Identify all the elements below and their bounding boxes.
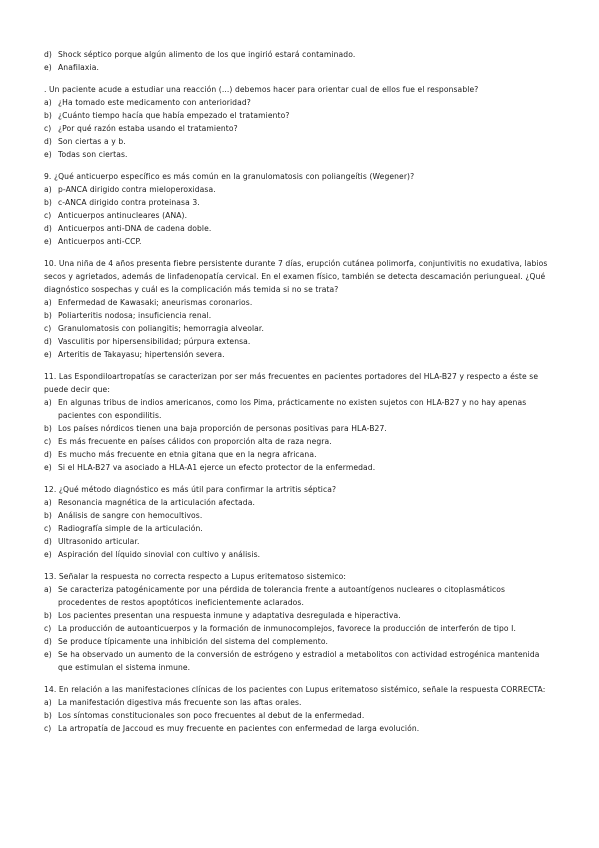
option-text: ¿Ha tomado este medicamento con anterioridad? xyxy=(58,98,251,107)
option-letter: b) xyxy=(44,424,52,433)
option-letter: d) xyxy=(44,450,52,459)
option-letter: c) xyxy=(44,324,52,333)
option-letter: a) xyxy=(44,585,52,594)
option-letter: b) xyxy=(44,511,52,520)
option-text: Se ha observado un aumento de la conversión de estrógeno y estradiol a metabolitos con actividad estrogénica mantenida que estimulan el sistema inmune. xyxy=(58,650,540,672)
question-stem: 9. ¿Qué anticuerpo específico es más común en la granulomatosis con poliangeítis (Wegener)? xyxy=(44,172,415,181)
answer-option[interactable] xyxy=(44,61,555,74)
option-letter: b) xyxy=(44,611,52,620)
option-text: Anticuerpos anti-DNA de cadena doble. xyxy=(58,224,212,233)
answer-option[interactable] xyxy=(44,583,555,609)
answer-option[interactable] xyxy=(44,422,555,435)
answer-option[interactable] xyxy=(44,296,555,309)
question-block-continuation xyxy=(44,48,555,74)
answer-option[interactable] xyxy=(44,48,555,61)
option-text: La producción de autoanticuerpos y la formación de inmunocomplejos, favorece la producción de interferón de tipo I. xyxy=(58,624,517,633)
option-text: Análisis de sangre con hemocultivos. xyxy=(58,511,203,520)
option-letter: e) xyxy=(44,63,52,72)
option-letter: a) xyxy=(44,98,52,107)
option-text: Radiografía simple de la articulación. xyxy=(58,524,203,533)
answer-option[interactable] xyxy=(44,635,555,648)
question-block xyxy=(44,257,555,361)
option-text: Resonancia magnética de la articulación afectada. xyxy=(58,498,255,507)
option-letter: d) xyxy=(44,337,52,346)
option-letter: b) xyxy=(44,111,52,120)
answer-option[interactable] xyxy=(44,309,555,322)
option-text: Se produce típicamente una inhibición del sistema del complemento. xyxy=(58,637,329,646)
answer-option[interactable] xyxy=(44,535,555,548)
answer-option[interactable] xyxy=(44,722,555,735)
question-block xyxy=(44,170,555,248)
option-text: Los países nórdicos tienen una baja proporción de personas positivas para HLA-B27. xyxy=(58,424,387,433)
spacer xyxy=(44,248,555,257)
option-letter: d) xyxy=(44,224,52,233)
option-letter: a) xyxy=(44,698,52,707)
answer-option[interactable] xyxy=(44,448,555,461)
option-letter: d) xyxy=(44,50,52,59)
option-text: Poliarteritis nodosa; insuficiencia renal. xyxy=(58,311,212,320)
option-letter: a) xyxy=(44,498,52,507)
option-text: Shock séptico porque algún alimento de los que ingirió estará contaminado. xyxy=(58,50,356,59)
spacer xyxy=(44,361,555,370)
question-stem: 13. Señalar la respuesta no correcta respecto a Lupus eritematoso sistemico: xyxy=(44,572,347,581)
option-text: Es más frecuente en países cálidos con proporción alta de raza negra. xyxy=(58,437,332,446)
option-letter: c) xyxy=(44,624,52,633)
answer-option[interactable] xyxy=(44,196,555,209)
answer-option[interactable] xyxy=(44,183,555,196)
question-stem: 12. ¿Qué método diagnóstico es más útil para confirmar la artritis séptica? xyxy=(44,485,337,494)
option-letter: c) xyxy=(44,437,52,446)
question-stem: 10. Una niña de 4 años presenta fiebre persistente durante 7 días, erupción cutánea polimorfa, conjuntivitis no exudativa, labios secos y agrietados, además de linfadenopatía cervical. En el examen físico, también se detecta descamación periungueal. ¿Qué diagnóstico sospechas y cuál es la complicación más temida si no se trata? xyxy=(44,259,548,294)
option-letter: a) xyxy=(44,298,52,307)
option-text: Es mucho más frecuente en etnia gitana que en la negra africana. xyxy=(58,450,317,459)
option-letter: b) xyxy=(44,711,52,720)
answer-option[interactable] xyxy=(44,335,555,348)
answer-option[interactable] xyxy=(44,648,555,674)
question-block xyxy=(44,570,555,674)
option-letter: c) xyxy=(44,124,52,133)
answer-option[interactable] xyxy=(44,122,555,135)
answer-option[interactable] xyxy=(44,509,555,522)
question-block xyxy=(44,683,555,735)
question-block xyxy=(44,483,555,561)
option-letter: a) xyxy=(44,398,52,407)
answer-option[interactable] xyxy=(44,622,555,635)
option-text: Se caracteriza patogénicamente por una pérdida de tolerancia frente a autoantígenos nucleares o citoplasmáticos procedentes de restos apoptóticos ineficientemente aclarados. xyxy=(58,585,506,607)
answer-option[interactable] xyxy=(44,396,555,422)
question-stem: 14. En relación a las manifestaciones clínicas de los pacientes con Lupus eritematoso sistémico, señale la respuesta CORRECTA: xyxy=(44,685,546,694)
answer-option[interactable] xyxy=(44,109,555,122)
option-letter: e) xyxy=(44,650,52,659)
option-text: p-ANCA dirigido contra mieloperoxidasa. xyxy=(58,185,216,194)
answer-option[interactable] xyxy=(44,522,555,535)
spacer xyxy=(44,474,555,483)
option-letter: e) xyxy=(44,237,52,246)
option-text: Anafilaxia. xyxy=(58,63,99,72)
answer-option[interactable] xyxy=(44,235,555,248)
option-letter: d) xyxy=(44,637,52,646)
option-text: Arteritis de Takayasu; hipertensión severa. xyxy=(58,350,225,359)
option-text: Anticuerpos antinucleares (ANA). xyxy=(58,211,188,220)
option-letter: e) xyxy=(44,150,52,159)
answer-option[interactable] xyxy=(44,96,555,109)
spacer xyxy=(44,674,555,683)
answer-option[interactable] xyxy=(44,435,555,448)
option-text: Granulomatosis con poliangitis; hemorragia alveolar. xyxy=(58,324,264,333)
spacer xyxy=(44,74,555,83)
option-text: c-ANCA dirigido contra proteinasa 3. xyxy=(58,198,200,207)
question-stem: 11. Las Espondiloartropatías se caracterizan por ser más frecuentes en pacientes portadores del HLA-B27 y respecto a éste se puede decir que: xyxy=(44,372,539,394)
question-stem: . Un paciente acude a estudiar una reacción (...) debemos hacer para orientar cual de ellos fue el responsable? xyxy=(44,85,479,94)
option-text: Todas son ciertas. xyxy=(58,150,128,159)
option-text: Los pacientes presentan una respuesta inmune y adaptativa desregulada e hiperactiva. xyxy=(58,611,401,620)
answer-option[interactable] xyxy=(44,609,555,622)
spacer xyxy=(44,161,555,170)
question-block xyxy=(44,83,555,161)
option-text: ¿Por qué razón estaba usando el tratamiento? xyxy=(58,124,238,133)
answer-option[interactable] xyxy=(44,696,555,709)
answer-option[interactable] xyxy=(44,496,555,509)
answer-option[interactable] xyxy=(44,209,555,222)
answer-option[interactable] xyxy=(44,322,555,335)
answer-option[interactable] xyxy=(44,148,555,161)
option-letter: d) xyxy=(44,537,52,546)
option-text: Si el HLA-B27 va asociado a HLA-A1 ejerce un efecto protector de la enfermedad. xyxy=(58,463,376,472)
answer-option[interactable] xyxy=(44,135,555,148)
option-text: En algunas tribus de indios americanos, como los Pima, prácticamente no existen sujetos con HLA-B27 y no hay apenas pacientes con espondilitis. xyxy=(58,398,527,420)
option-letter: c) xyxy=(44,524,52,533)
answer-option[interactable] xyxy=(44,548,555,561)
option-text: Son ciertas a y b. xyxy=(58,137,126,146)
answer-option[interactable] xyxy=(44,709,555,722)
answer-option[interactable] xyxy=(44,222,555,235)
option-letter: e) xyxy=(44,550,52,559)
option-text: Los síntomas constitucionales son poco frecuentes al debut de la enfermedad. xyxy=(58,711,365,720)
option-text: Enfermedad de Kawasaki; aneurismas coronarios. xyxy=(58,298,253,307)
option-letter: d) xyxy=(44,137,52,146)
option-letter: b) xyxy=(44,198,52,207)
option-text: Aspiración del líquido sinovial con cultivo y análisis. xyxy=(58,550,261,559)
answer-option[interactable] xyxy=(44,348,555,361)
spacer xyxy=(44,561,555,570)
option-text: Anticuerpos anti-CCP. xyxy=(58,237,142,246)
option-text: ¿Cuánto tiempo hacía que había empezado el tratamiento? xyxy=(58,111,290,120)
option-text: Ultrasonido articular. xyxy=(58,537,140,546)
option-letter: a) xyxy=(44,185,52,194)
question-block xyxy=(44,370,555,474)
option-letter: b) xyxy=(44,311,52,320)
option-letter: c) xyxy=(44,211,52,220)
option-text: La manifestación digestiva más frecuente son las aftas orales. xyxy=(58,698,302,707)
option-letter: e) xyxy=(44,463,52,472)
option-text: Vasculitis por hipersensibilidad; púrpura extensa. xyxy=(58,337,251,346)
option-text: La artropatía de Jaccoud es muy frecuente en pacientes con enfermedad de larga evolución. xyxy=(58,724,420,733)
answer-option[interactable] xyxy=(44,461,555,474)
option-letter: c) xyxy=(44,724,52,733)
option-letter: e) xyxy=(44,350,52,359)
